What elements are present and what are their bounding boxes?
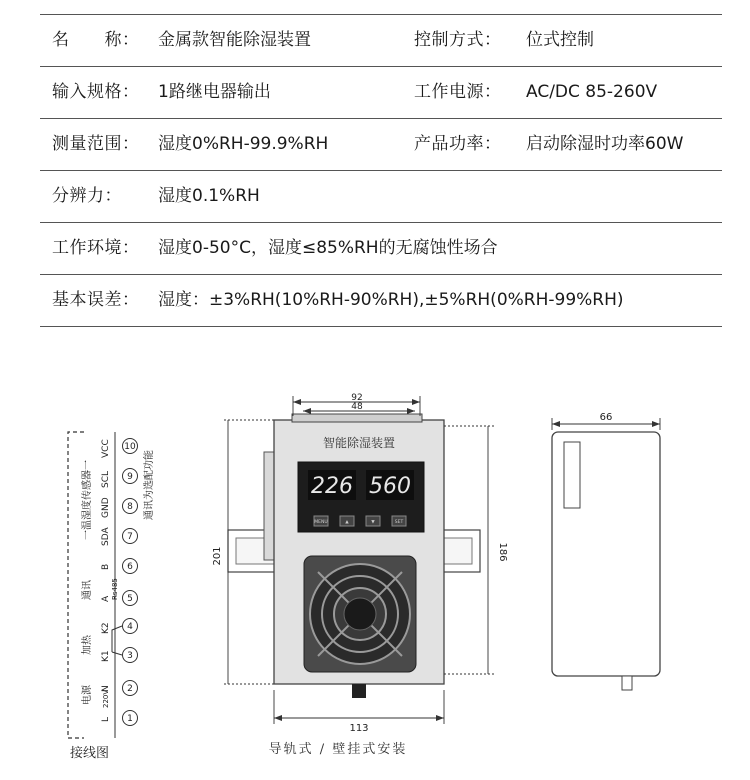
pin-scl-label: SCL [101,470,111,488]
resolution-label: 分辨力： [52,186,122,206]
device-side-view [552,412,660,690]
dim-rail-outer: 92 [351,393,363,403]
dim-height: 201 [212,546,223,566]
env-label: 工作环境： [52,238,140,258]
svg-text:7: 7 [127,532,133,542]
pin-k1-label: K1 [101,650,111,662]
terminal-6 [123,559,138,574]
input-value: 1路继电器输出 [158,82,271,102]
terminal-8 [123,499,138,514]
error-label: 基本误差： [52,290,140,310]
group-power-label: 电源 [82,685,93,705]
display-left-value: 226 [311,474,353,499]
dim-rail-inner: 48 [351,402,363,412]
pin-a-label: A [101,595,111,602]
pin-sda-label: SDA [101,527,111,546]
group-comm-label: 通讯 [82,580,93,600]
name-value: 金属款智能除湿装置 [158,30,311,50]
pin-vcc-label: VCC [101,439,111,458]
dim-width: 113 [349,723,369,734]
svg-text:9: 9 [127,472,133,482]
error-value: 湿度：±3%RH(10%RH-90%RH),±5%RH(0%RH-99%RH) [158,290,624,310]
pin-220-label: 220V [102,689,110,708]
resolution-value: 湿度0.1%RH [158,186,260,206]
wiring-diagram [68,432,155,761]
key-up-label: ▲ [345,520,349,525]
terminal-5 [123,591,138,606]
key-menu-label: MENU [314,520,328,525]
power-label: 工作电源： [414,82,502,102]
svg-text:5: 5 [127,594,133,604]
range-value: 湿度0%RH-99.9%RH [158,134,329,154]
terminal-1 [123,711,138,726]
terminal-9 [123,469,138,484]
svg-text:1: 1 [127,714,133,724]
dim-depth: 66 [599,412,613,423]
pin-n-label: N [101,685,111,692]
dim-body-height: 186 [497,542,508,562]
svg-text:8: 8 [127,502,133,512]
pin-k2-label: K2 [101,622,111,634]
svg-text:3: 3 [127,651,133,661]
input-label: 输入规格： [52,82,140,102]
terminal-3 [123,648,138,663]
range-label: 测量范围： [52,134,140,154]
terminal-2 [123,681,138,696]
wiring-caption: 接线图 [70,746,110,761]
device-title: 智能除湿装置 [322,436,396,450]
comm-optional-note: 通讯为选配功能 [144,450,155,520]
name-label: 名 称： [52,30,140,50]
key-down-label: ▼ [371,520,375,525]
display-right-value: 560 [369,474,411,499]
terminal-4 [123,619,138,634]
terminal-list [123,439,138,726]
control-value: 位式控制 [526,30,594,50]
pin-l-label: L [101,716,111,722]
pin-b-label: B [101,563,111,570]
device-front-view [212,393,508,757]
key-set-label: SET [394,520,404,525]
wattage-label: 产品功率： [414,134,502,154]
env-value: 湿度0-50°C，湿度≤85%RH的无腐蚀性场合 [158,238,498,258]
device-caption: 导轨式 / 壁挂式安装 [268,742,408,757]
fan-icon [304,556,416,672]
power-value: AC/DC 85-260V [526,82,658,102]
svg-text:10: 10 [124,442,136,452]
terminal-7 [123,529,138,544]
group-sensor-label: 一温湿度传感器一 [82,460,93,540]
control-label: 控制方式： [414,30,502,50]
pin-gnd-label: GND [101,497,111,518]
group-heat-label: 加热 [82,635,93,655]
svg-text:6: 6 [127,562,133,572]
svg-text:2: 2 [127,684,133,694]
terminal-10 [123,439,138,454]
wattage-value: 启动除湿时功率60W [526,134,684,154]
svg-text:4: 4 [127,622,133,632]
rs485-label: Rs485 [111,578,119,600]
